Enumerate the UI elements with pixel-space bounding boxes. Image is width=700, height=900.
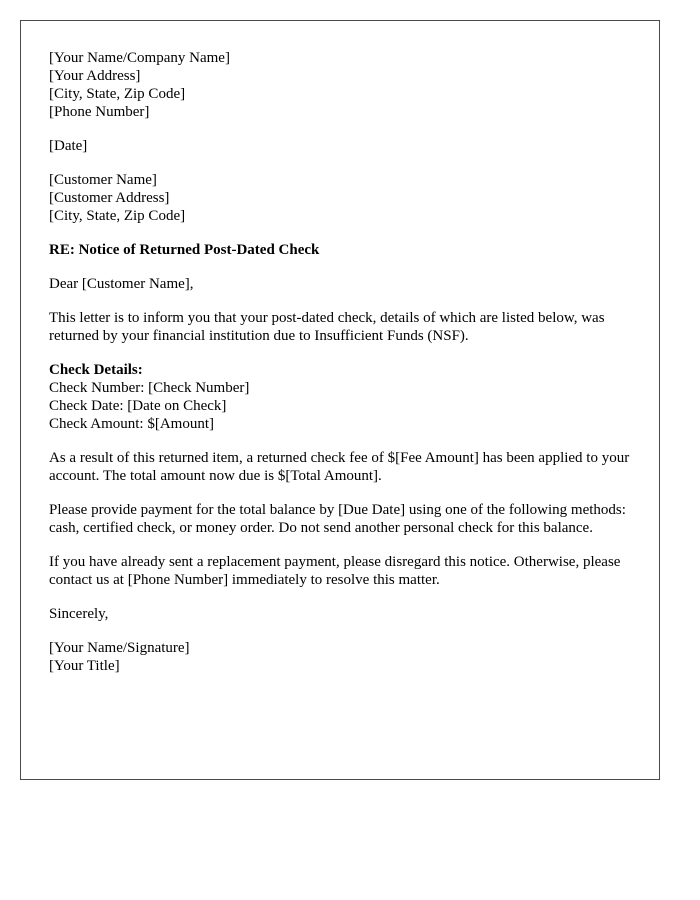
letter-page xyxy=(20,20,660,780)
check-details-block xyxy=(49,361,631,433)
recipient-address: [Customer Address] xyxy=(49,190,170,206)
salutation: Dear [Customer Name], xyxy=(49,276,194,292)
sender-name: [Your Name/Company Name] xyxy=(49,50,230,66)
sender-city-state-zip: [City, State, Zip Code] xyxy=(49,86,186,102)
intro-paragraph: This letter is to inform you that your post-dated check, details of which are listed below, was returned by your financial institution due to Insufficient Funds (NSF). xyxy=(49,310,605,344)
sender-block xyxy=(49,49,631,121)
salutation-block xyxy=(49,275,631,293)
check-amount: Check Amount: $[Amount] xyxy=(49,416,214,432)
recipient-name: [Customer Name] xyxy=(49,172,157,188)
payment-paragraph: Please provide payment for the total balance by [Due Date] using one of the following methods: cash, certified check, or money order. Do not send another personal check for this balance. xyxy=(49,502,626,536)
recipient-city-state-zip: [City, State, Zip Code] xyxy=(49,208,186,224)
sender-phone: [Phone Number] xyxy=(49,104,150,120)
closing-block xyxy=(49,605,631,623)
signature-block xyxy=(49,639,631,675)
signature-title: [Your Title] xyxy=(49,658,120,674)
letter-date: [Date] xyxy=(49,138,88,154)
subject-line: RE: Notice of Returned Post-Dated Check xyxy=(49,242,320,258)
contact-paragraph: If you have already sent a replacement payment, please disregard this notice. Otherwise, please contact us at [Phone Number] immediately to resolve this matter. xyxy=(49,554,621,588)
check-number: Check Number: [Check Number] xyxy=(49,380,250,396)
recipient-block xyxy=(49,171,631,225)
sender-address: [Your Address] xyxy=(49,68,141,84)
date-block xyxy=(49,137,631,155)
check-details-heading: Check Details: xyxy=(49,362,143,378)
check-date: Check Date: [Date on Check] xyxy=(49,398,227,414)
fee-paragraph: As a result of this returned item, a returned check fee of $[Fee Amount] has been applied to your account. The total amount now due is $[Total Amount]. xyxy=(49,450,630,484)
closing: Sincerely, xyxy=(49,606,109,622)
subject-block xyxy=(49,241,631,259)
signature-name: [Your Name/Signature] xyxy=(49,640,190,656)
